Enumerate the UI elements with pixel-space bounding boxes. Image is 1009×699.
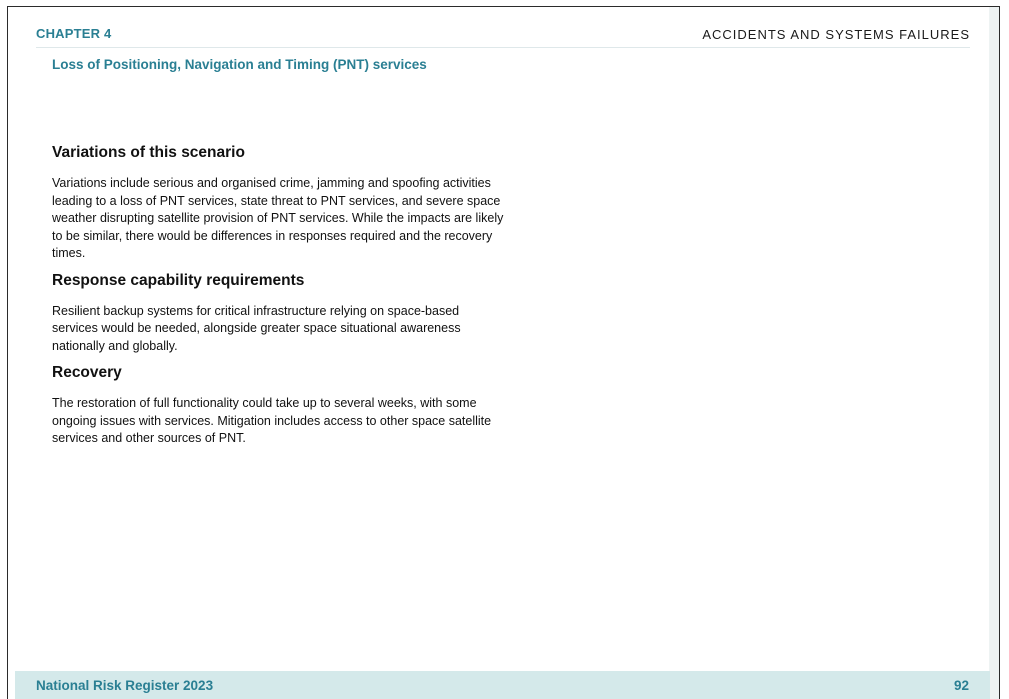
section-body: Variations include serious and organised crime, jamming and spoofing activities leading to a loss of PNT services, state threat to PNT services, and severe space weather disrupting satellite provision of PNT services. While the impacts are likely to be similar, there would be differences in responses required and the recovery times. bbox=[52, 176, 504, 260]
page-subtitle: Loss of Positioning, Navigation and Timing (PNT) services bbox=[52, 57, 427, 72]
chapter-label: CHAPTER 4 bbox=[36, 26, 112, 41]
section-body: The restoration of full functionality could take up to several weeks, with some ongoing issues with services. Mitigation includes access to other space satellite services and other sources of PNT. bbox=[52, 396, 492, 445]
header-divider bbox=[36, 47, 970, 48]
section-heading: Recovery bbox=[52, 364, 122, 381]
main-content bbox=[52, 143, 507, 456]
section-label: ACCIDENTS AND SYSTEMS FAILURES bbox=[702, 27, 970, 42]
section-variations bbox=[52, 143, 507, 263]
section-body: Resilient backup systems for critical infrastructure relying on space-based services would be needed, alongside greater space situational awareness nationally and globally. bbox=[52, 303, 461, 353]
section-heading: Variations of this scenario bbox=[52, 144, 245, 161]
page-number: 92 bbox=[953, 678, 969, 693]
footer-title: National Risk Register 2023 bbox=[36, 678, 214, 693]
section-response-capability bbox=[52, 271, 507, 356]
section-recovery bbox=[52, 363, 507, 448]
section-heading: Response capability requirements bbox=[52, 271, 305, 289]
right-gutter bbox=[989, 7, 999, 699]
